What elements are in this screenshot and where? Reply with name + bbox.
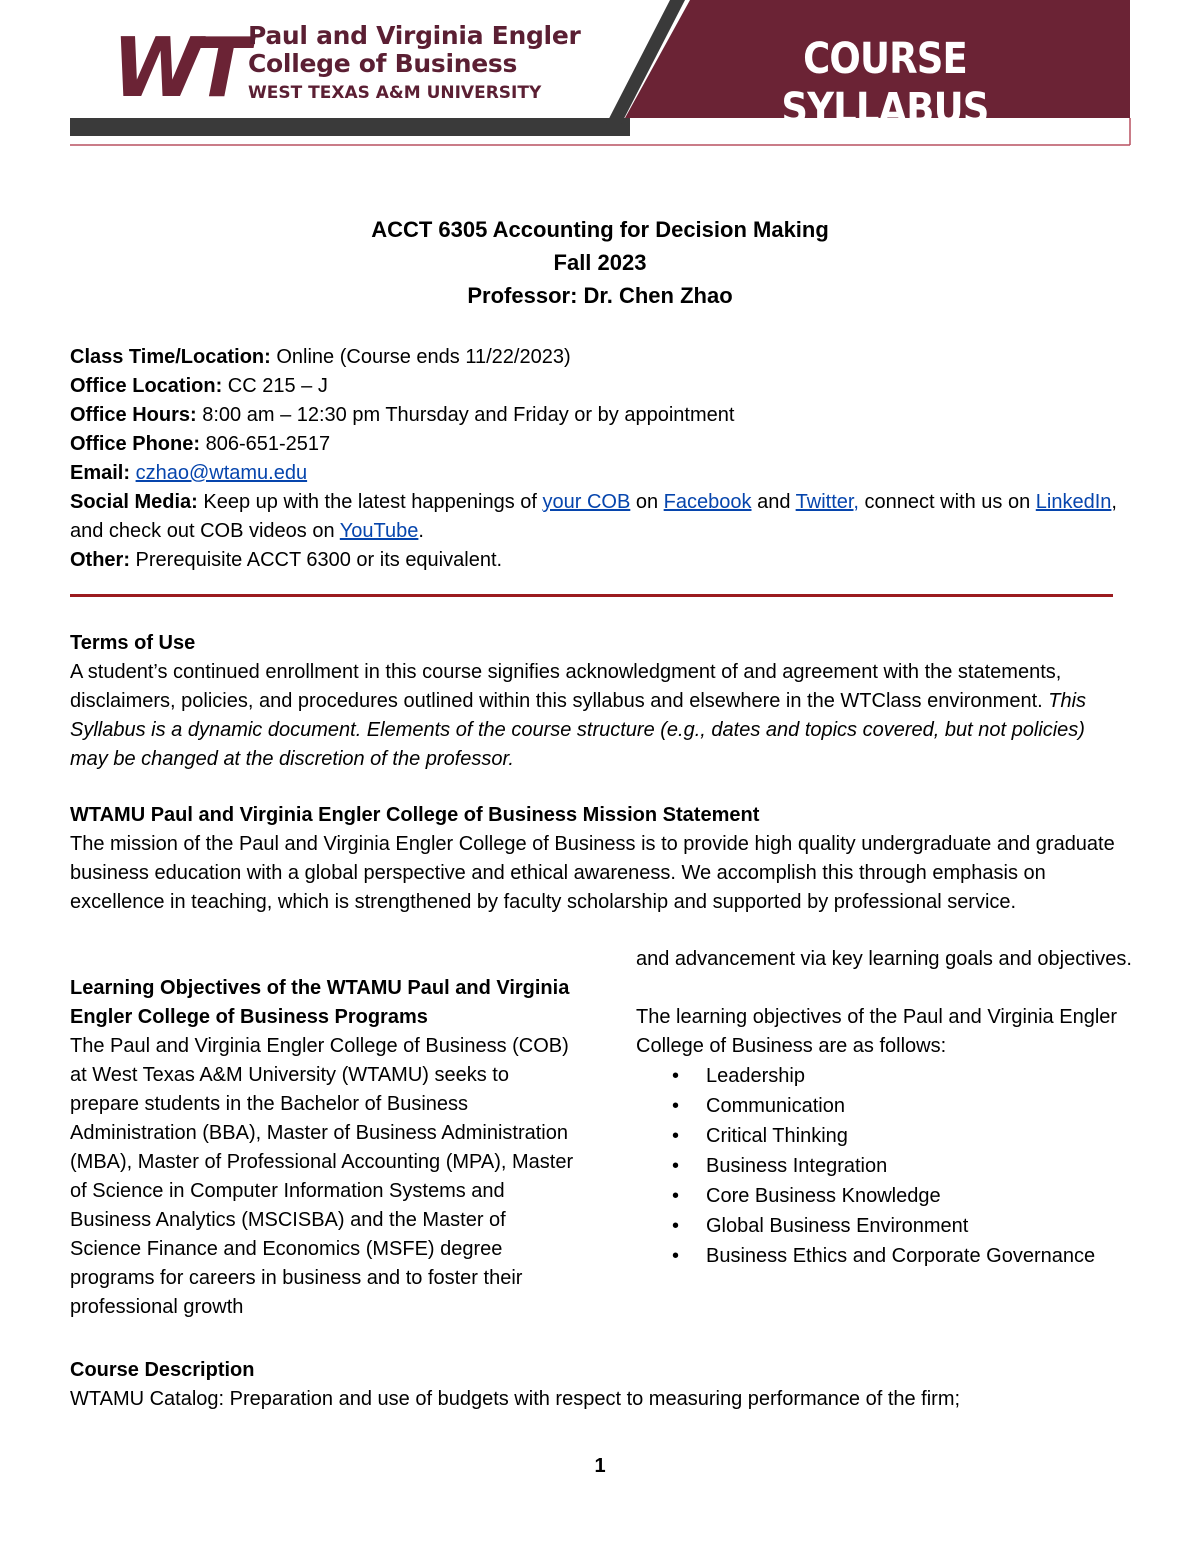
course-name: ACCT 6305 Accounting for Decision Making bbox=[371, 217, 829, 242]
course-description-section bbox=[70, 1356, 1120, 1414]
office-hours-label: Office Hours: bbox=[70, 404, 197, 426]
social-text: connect with us on bbox=[859, 491, 1036, 513]
social-media-label: Social Media: bbox=[70, 491, 198, 513]
learning-objectives-heading: Learning Objectives of the WTAMU Paul and Virginia Engler College of Business Programs bbox=[70, 977, 570, 1028]
course-info bbox=[70, 343, 1120, 575]
objective-label: Business Integration bbox=[706, 1155, 888, 1177]
office-location-value: CC 215 – J bbox=[222, 375, 328, 397]
class-time-value: Online (Course ends 11/22/2023) bbox=[270, 346, 571, 368]
facebook-link[interactable]: Facebook bbox=[663, 491, 752, 513]
list-item bbox=[636, 1181, 1136, 1211]
bullet-icon: • bbox=[672, 1185, 680, 1207]
list-item bbox=[636, 1121, 1136, 1151]
bullet-icon: • bbox=[672, 1125, 680, 1147]
learning-objectives-list bbox=[636, 1061, 1136, 1271]
youtube-link[interactable]: YouTube bbox=[339, 520, 419, 542]
mission-body: The mission of the Paul and Virginia Engler College of Business is to provide high quality undergraduate and graduate business education with a global perspective and ethical awareness. We accomplish this through emphasis on excellence in teaching, which is strengthened by faculty scholarship and supported by professional service. bbox=[70, 833, 1115, 913]
course-description-body: WTAMU Catalog: Preparation and use of budgets with respect to measuring performance of the firm; bbox=[70, 1388, 961, 1410]
terms-heading: Terms of Use bbox=[70, 632, 196, 654]
bullet-icon: • bbox=[672, 1215, 680, 1237]
email-link[interactable]: czhao@wtamu.edu bbox=[135, 462, 308, 484]
social-media-row bbox=[70, 488, 1120, 546]
objective-label: Leadership bbox=[706, 1065, 805, 1087]
list-item bbox=[636, 1151, 1136, 1181]
office-hours-row bbox=[70, 401, 1120, 430]
other-row bbox=[70, 546, 1120, 575]
university-name: WEST TEXAS A&M UNIVERSITY bbox=[248, 83, 542, 103]
section-divider bbox=[70, 594, 1113, 597]
twitter-link[interactable]: Twitter, bbox=[795, 491, 859, 513]
professor-name: Professor: Dr. Chen Zhao bbox=[467, 283, 733, 308]
mission-heading: WTAMU Paul and Virginia Engler College of Business Mission Statement bbox=[70, 804, 760, 826]
course-title-block bbox=[0, 213, 1200, 312]
bullet-icon: • bbox=[672, 1065, 680, 1087]
objective-label: Business Ethics and Corporate Governance bbox=[706, 1245, 1096, 1267]
class-time-label: Class Time/Location: bbox=[70, 346, 271, 368]
learning-objectives-intro: The learning objectives of the Paul and Virginia Engler College of Business are as follows: bbox=[636, 1006, 1118, 1057]
terms-body bbox=[70, 658, 1120, 774]
list-item bbox=[636, 1091, 1136, 1121]
terms-text: A student’s continued enrollment in this course signifies acknowledgment of and agreement with the statements, disclaimers, policies, and procedures outlined within this syllabus and elsewhere in the WTClass environment. bbox=[70, 661, 1062, 712]
learning-objectives-continued: and advancement via key learning goals and objectives. bbox=[636, 948, 1132, 970]
social-text: Keep up with the latest happenings of bbox=[197, 491, 543, 513]
social-text: on bbox=[630, 491, 664, 513]
bullet-icon: • bbox=[672, 1245, 680, 1267]
email-label: Email: bbox=[70, 462, 131, 484]
office-hours-value: 8:00 am – 12:30 pm Thursday and Friday or by appointment bbox=[196, 404, 735, 426]
class-time-row bbox=[70, 343, 1120, 372]
college-name-line2: College of Business bbox=[248, 49, 518, 78]
linkedin-link[interactable]: LinkedIn bbox=[1035, 491, 1112, 513]
college-name-line1: Paul and Virginia Engler bbox=[248, 21, 581, 50]
list-item bbox=[636, 1211, 1136, 1241]
other-label: Other: bbox=[70, 549, 130, 571]
office-phone-value: 806-651-2517 bbox=[200, 433, 331, 455]
objective-label: Core Business Knowledge bbox=[706, 1185, 941, 1207]
list-item bbox=[636, 1241, 1136, 1271]
learning-objectives-right-column bbox=[636, 945, 1136, 1271]
college-logo-text bbox=[248, 22, 581, 105]
bullet-icon: • bbox=[672, 1095, 680, 1117]
objective-label: Global Business Environment bbox=[706, 1215, 969, 1237]
bullet-icon: • bbox=[672, 1155, 680, 1177]
objective-label: Communication bbox=[706, 1095, 845, 1117]
list-item bbox=[636, 1061, 1136, 1091]
mission-section bbox=[70, 801, 1120, 917]
page-number: 1 bbox=[594, 1455, 606, 1477]
terms-of-use-section bbox=[70, 629, 1120, 774]
office-location-label: Office Location: bbox=[70, 375, 223, 397]
header-banner bbox=[0, 0, 1200, 160]
objective-label: Critical Thinking bbox=[706, 1125, 848, 1147]
course-syllabus-title: COURSE SYLLABUS bbox=[781, 34, 989, 134]
wt-logo-icon: WT bbox=[112, 21, 243, 116]
learning-objectives-left-column bbox=[70, 974, 580, 1322]
social-text: . bbox=[418, 520, 424, 542]
email-row bbox=[70, 459, 1120, 488]
office-phone-label: Office Phone: bbox=[70, 433, 201, 455]
course-term: Fall 2023 bbox=[553, 250, 647, 275]
other-value: Prerequisite ACCT 6300 or its equivalent. bbox=[130, 549, 503, 571]
banner-gray-band bbox=[70, 118, 630, 136]
course-description-heading: Course Description bbox=[70, 1359, 255, 1381]
terms-italic-text: This Syllabus is a dynamic document. Elements of the course structure (e.g., dates and topics covered, but not policies) may be changed at the discretion of the professor. bbox=[70, 690, 1087, 770]
cob-link[interactable]: your COB bbox=[542, 491, 631, 513]
office-phone-row bbox=[70, 430, 1120, 459]
learning-objectives-body: The Paul and Virginia Engler College of Business (COB) at West Texas A&M University (WTAMU) seeks to prepare students in the Bachelor of Business Administration (BBA), Master of Business Administration (MBA), Master of Professional Accounting (MPA), Master of Science in Computer Information Systems and Business Analytics (MSCISBA) and the Master of Science Finance and Economics (MSFE) degree programs for careers in business and to foster their professional growth bbox=[70, 1035, 574, 1318]
office-location-row bbox=[70, 372, 1120, 401]
social-text: , and check out COB videos on bbox=[70, 491, 1117, 542]
social-text: and bbox=[751, 491, 796, 513]
